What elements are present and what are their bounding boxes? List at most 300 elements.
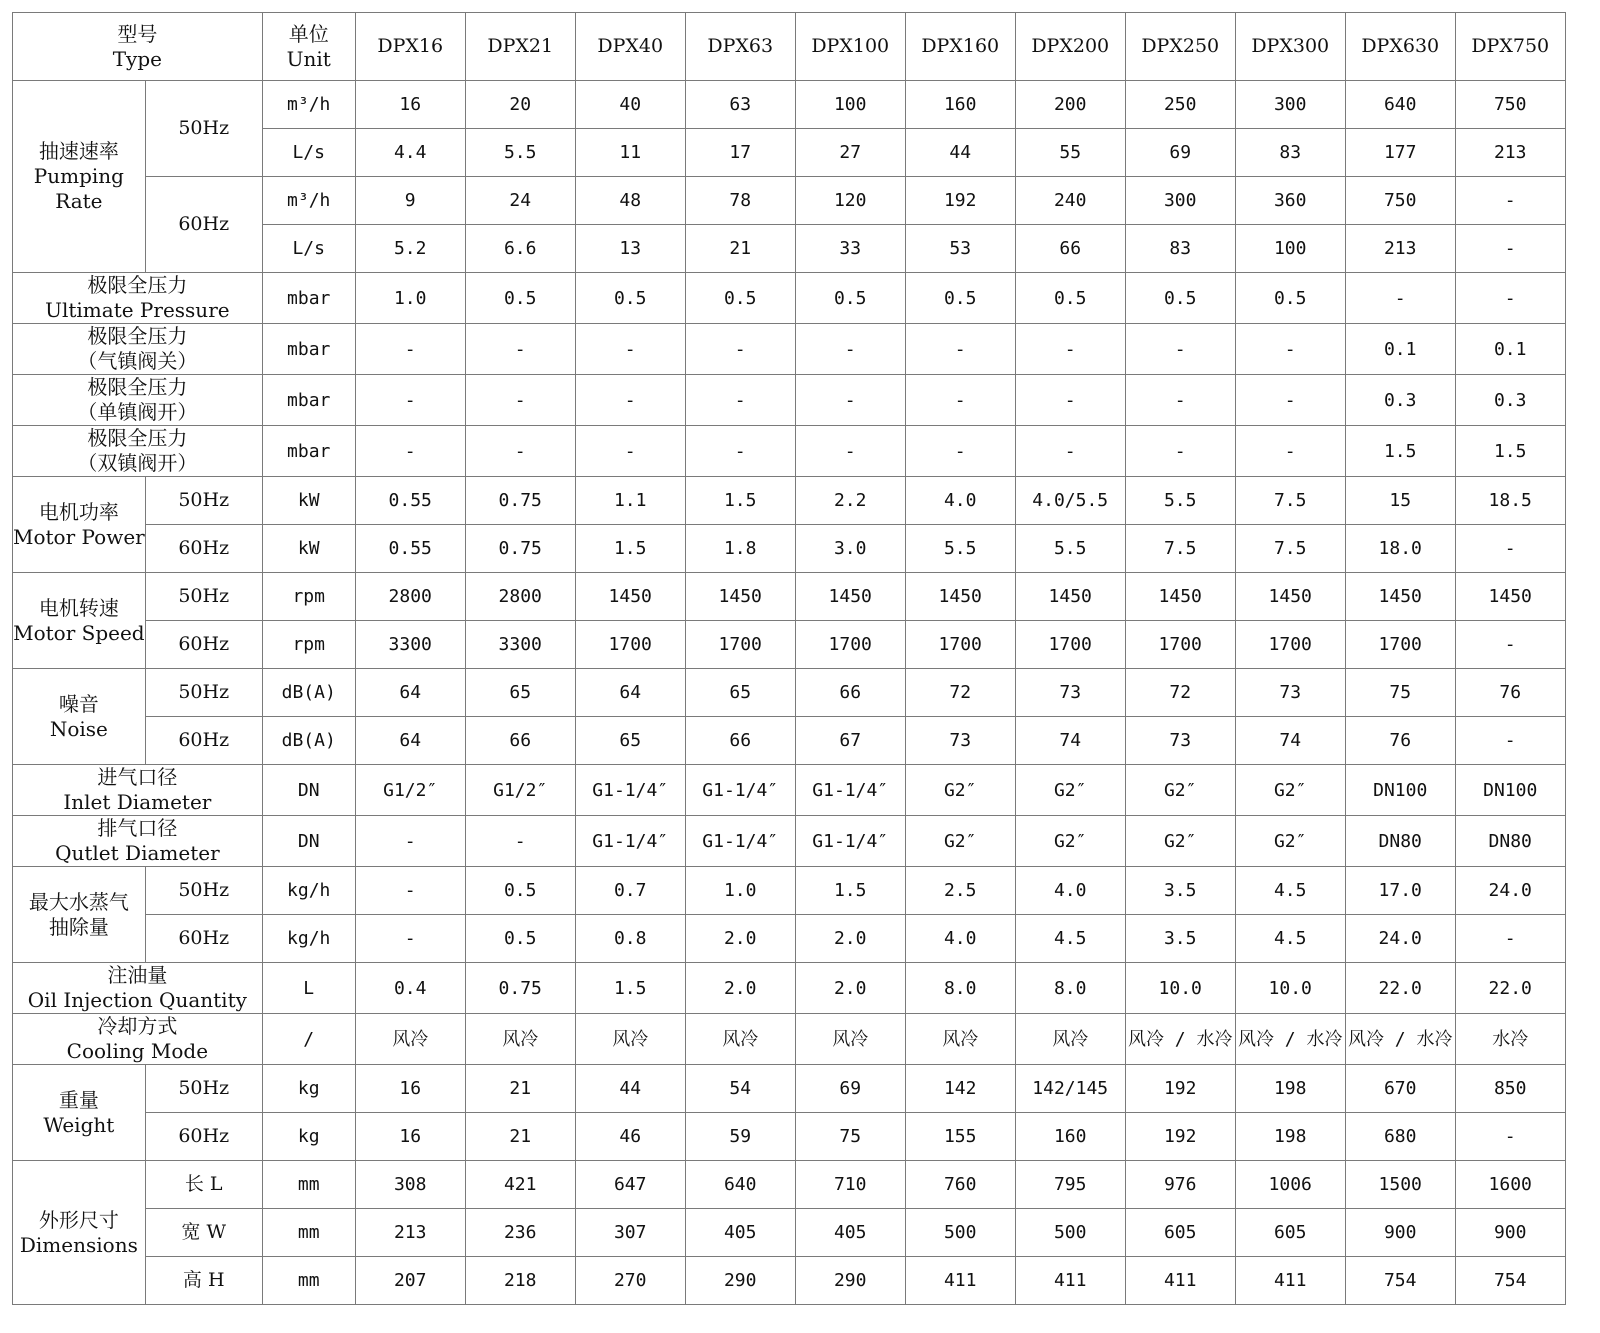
unit-cell: dB(A) [262,669,355,717]
value-cell: 405 [685,1209,795,1257]
spec-table [12,12,1566,1305]
value-cell: - [1235,324,1345,375]
value-cell: 2.0 [795,915,905,963]
row-label-vapor [13,867,146,963]
value-cell: 177 [1345,129,1455,177]
value-cell: 0.55 [355,525,465,573]
row-label-text: 极限全压力 [87,426,188,450]
type-header-en: Type [112,46,162,71]
value-cell: - [1125,375,1235,426]
model-header: DPX40 [575,13,685,81]
value-cell: - [1015,324,1125,375]
table-row [13,1065,1566,1113]
value-cell: 21 [685,225,795,273]
value-cell: 160 [1015,1113,1125,1161]
value-cell: 55 [1015,129,1125,177]
value-cell: 风冷 [575,1014,685,1065]
value-cell: 1450 [575,573,685,621]
value-cell: 0.1 [1345,324,1455,375]
value-cell: 66 [1015,225,1125,273]
value-cell: 0.5 [685,273,795,324]
value-cell: 2.2 [795,477,905,525]
value-cell: 213 [1345,225,1455,273]
value-cell: 64 [355,717,465,765]
model-header: DPX630 [1345,13,1455,81]
value-cell: 13 [575,225,685,273]
value-cell: 2.0 [685,963,795,1014]
table-row [13,177,1566,225]
value-cell: 风冷 [905,1014,1015,1065]
row-label-text: Ultimate Pressure [45,298,230,322]
value-cell: - [1455,915,1565,963]
value-cell: 640 [685,1161,795,1209]
model-header: DPX100 [795,13,905,81]
value-cell: 风冷 [1015,1014,1125,1065]
value-cell: 1700 [1235,621,1345,669]
value-cell: 1700 [905,621,1015,669]
table-row [13,963,1566,1014]
value-cell: 73 [1125,717,1235,765]
value-cell: 290 [795,1257,905,1305]
value-cell: 1450 [1125,573,1235,621]
value-cell: 1450 [795,573,905,621]
model-header: DPX250 [1125,13,1235,81]
value-cell: 63 [685,81,795,129]
value-cell: G1/2″ [355,765,465,816]
value-cell: 0.75 [465,477,575,525]
row-label-weight [13,1065,146,1161]
row-label-text: Oil Injection Quantity [27,988,247,1012]
unit-cell: L [262,963,355,1014]
value-cell: 1.1 [575,477,685,525]
value-cell: 24 [465,177,575,225]
value-cell: 160 [905,81,1015,129]
value-cell: 69 [1125,129,1235,177]
value-cell: 100 [795,81,905,129]
value-cell: 1700 [1345,621,1455,669]
value-cell: G1-1/4″ [685,765,795,816]
value-cell: 4.5 [1235,915,1345,963]
value-cell: 风冷 / 水冷 [1345,1014,1455,1065]
value-cell: 83 [1125,225,1235,273]
row-label-pumping [13,81,146,273]
row-label-ult_double_on [13,426,263,477]
value-cell: 710 [795,1161,905,1209]
value-cell: 198 [1235,1065,1345,1113]
value-cell: 69 [795,1065,905,1113]
value-cell: - [355,816,465,867]
value-cell: 2.5 [905,867,1015,915]
value-cell: 8.0 [905,963,1015,1014]
value-cell: 218 [465,1257,575,1305]
value-cell: 20 [465,81,575,129]
value-cell: G2″ [1235,816,1345,867]
table-row [13,573,1566,621]
value-cell: 0.75 [465,963,575,1014]
value-cell: 236 [465,1209,575,1257]
value-cell: 198 [1235,1113,1345,1161]
value-cell: 5.2 [355,225,465,273]
value-cell: 605 [1125,1209,1235,1257]
unit-cell: L/s [262,129,355,177]
value-cell: 9 [355,177,465,225]
value-cell: 1450 [1235,573,1345,621]
value-cell: 74 [1235,717,1345,765]
table-row [13,1161,1566,1209]
value-cell: - [1455,273,1565,324]
sub-label: 60Hz [145,525,262,573]
value-cell: - [1455,177,1565,225]
value-cell: - [1125,426,1235,477]
value-cell: 0.5 [1125,273,1235,324]
value-cell: 24.0 [1455,867,1565,915]
unit-cell: mbar [262,375,355,426]
value-cell: 120 [795,177,905,225]
value-cell: 0.5 [465,273,575,324]
value-cell: 670 [1345,1065,1455,1113]
value-cell: G1-1/4″ [795,765,905,816]
value-cell: 411 [1125,1257,1235,1305]
unit-cell: mbar [262,324,355,375]
sub-label: 60Hz [145,915,262,963]
row-label-text: Cooling Mode [66,1039,209,1063]
value-cell: - [905,324,1015,375]
row-label-text: 注油量 [107,963,168,987]
value-cell: 22.0 [1455,963,1565,1014]
table-row [13,375,1566,426]
value-cell: 1006 [1235,1161,1345,1209]
row-label-text: Inlet Diameter [63,790,212,814]
row-label-text: 抽除量 [48,914,109,939]
model-header: DPX160 [905,13,1015,81]
value-cell: - [575,324,685,375]
table-row [13,669,1566,717]
model-header: DPX63 [685,13,795,81]
value-cell: 83 [1235,129,1345,177]
header-row [13,13,1566,81]
value-cell: 1600 [1455,1161,1565,1209]
value-cell: 66 [465,717,575,765]
value-cell: 754 [1345,1257,1455,1305]
value-cell: - [465,324,575,375]
value-cell: 17.0 [1345,867,1455,915]
row-label-text: 重量 [58,1087,99,1112]
value-cell: 18.0 [1345,525,1455,573]
value-cell: 1700 [685,621,795,669]
value-cell: 10.0 [1235,963,1345,1014]
value-cell: 850 [1455,1065,1565,1113]
value-cell: 4.4 [355,129,465,177]
unit-cell: kW [262,477,355,525]
value-cell: 44 [575,1065,685,1113]
value-cell: G2″ [1125,816,1235,867]
row-label-text: Noise [49,716,108,741]
value-cell: 647 [575,1161,685,1209]
value-cell: 64 [355,669,465,717]
value-cell: G2″ [905,765,1015,816]
value-cell: - [1015,375,1125,426]
row-label-text: Qutlet Diameter [55,841,220,865]
value-cell: 240 [1015,177,1125,225]
value-cell: 65 [465,669,575,717]
value-cell: 300 [1235,81,1345,129]
table-row [13,765,1566,816]
value-cell: 142 [905,1065,1015,1113]
value-cell: 405 [795,1209,905,1257]
value-cell: 66 [685,717,795,765]
value-cell: 18.5 [1455,477,1565,525]
sub-label: 60Hz [145,1113,262,1161]
row-label-text: Rate [55,189,103,213]
value-cell: 水冷 [1455,1014,1565,1065]
value-cell: 4.5 [1235,867,1345,915]
value-cell: 33 [795,225,905,273]
value-cell: 风冷 [685,1014,795,1065]
value-cell: - [905,426,1015,477]
value-cell: 1450 [1455,573,1565,621]
value-cell: 760 [905,1161,1015,1209]
row-label-text: 外形尺寸 [38,1207,119,1232]
unit-header [262,13,355,81]
value-cell: G1-1/4″ [795,816,905,867]
sub-label: 宽 W [145,1209,262,1257]
row-label-text: （单镇阀开） [77,400,198,424]
spec-table-container [12,12,1566,1305]
value-cell: 1.5 [1345,426,1455,477]
value-cell: 500 [905,1209,1015,1257]
unit-cell: mm [262,1161,355,1209]
row-label-text: 冷却方式 [97,1014,178,1038]
value-cell: 2.0 [685,915,795,963]
value-cell: 307 [575,1209,685,1257]
value-cell: 4.0 [1015,867,1125,915]
value-cell: 21 [465,1065,575,1113]
value-cell: 46 [575,1113,685,1161]
sub-label: 长 L [145,1161,262,1209]
row-label-motor_power [13,477,146,573]
model-header: DPX21 [465,13,575,81]
model-header: DPX16 [355,13,465,81]
value-cell: 0.5 [905,273,1015,324]
value-cell: 0.55 [355,477,465,525]
value-cell: G1/2″ [465,765,575,816]
value-cell: - [1455,525,1565,573]
sub-label: 60Hz [145,621,262,669]
value-cell: - [1455,1113,1565,1161]
value-cell: DN100 [1455,765,1565,816]
value-cell: 0.3 [1345,375,1455,426]
table-row [13,915,1566,963]
value-cell: G2″ [1015,765,1125,816]
value-cell: 15 [1345,477,1455,525]
value-cell: 290 [685,1257,795,1305]
value-cell: 5.5 [905,525,1015,573]
unit-cell: DN [262,765,355,816]
row-label-text: 进气口径 [97,765,178,789]
value-cell: G1-1/4″ [575,765,685,816]
model-header: DPX200 [1015,13,1125,81]
value-cell: - [1455,621,1565,669]
row-label-motor_speed [13,573,146,669]
value-cell: - [795,375,905,426]
unit-cell: kg/h [262,867,355,915]
value-cell: 754 [1455,1257,1565,1305]
row-label-oil [13,963,263,1014]
value-cell: - [685,375,795,426]
table-row [13,1113,1566,1161]
row-label-ultimate [13,273,263,324]
value-cell: 4.0 [905,477,1015,525]
value-cell: DN100 [1345,765,1455,816]
value-cell: - [355,915,465,963]
table-row [13,1209,1566,1257]
value-cell: - [575,375,685,426]
value-cell: 3.5 [1125,915,1235,963]
value-cell: 1.0 [355,273,465,324]
value-cell: 155 [905,1113,1015,1161]
value-cell: 风冷 / 水冷 [1125,1014,1235,1065]
value-cell: 1700 [795,621,905,669]
value-cell: 200 [1015,81,1125,129]
row-label-text: 排气口径 [97,816,178,840]
value-cell: 213 [1455,129,1565,177]
value-cell: 40 [575,81,685,129]
value-cell: 3.0 [795,525,905,573]
table-row [13,1014,1566,1065]
value-cell: 0.4 [355,963,465,1014]
value-cell: 21 [465,1113,575,1161]
table-row [13,273,1566,324]
value-cell: 4.5 [1015,915,1125,963]
model-header: DPX300 [1235,13,1345,81]
value-cell: 4.0/5.5 [1015,477,1125,525]
unit-cell: mm [262,1209,355,1257]
row-label-text: Weight [43,1112,115,1137]
value-cell: 10.0 [1125,963,1235,1014]
value-cell: 1450 [905,573,1015,621]
value-cell: 7.5 [1235,477,1345,525]
type-header-cn: 型号 [117,21,158,46]
value-cell: 59 [685,1113,795,1161]
value-cell: 16 [355,1113,465,1161]
model-header: DPX750 [1455,13,1565,81]
value-cell: - [1015,426,1125,477]
value-cell: 0.5 [1235,273,1345,324]
value-cell: 0.7 [575,867,685,915]
value-cell: 5.5 [1125,477,1235,525]
value-cell: 1500 [1345,1161,1455,1209]
value-cell: G2″ [1235,765,1345,816]
value-cell: 65 [575,717,685,765]
value-cell: 1.5 [1455,426,1565,477]
value-cell: - [795,324,905,375]
row-label-text: Dimensions [19,1232,138,1257]
value-cell: 250 [1125,81,1235,129]
value-cell: G2″ [1125,765,1235,816]
value-cell: 421 [465,1161,575,1209]
value-cell: - [575,426,685,477]
table-row [13,717,1566,765]
row-label-text: 电机转速 [38,595,119,620]
row-label-text: （双镇阀开） [77,451,198,475]
row-label-noise [13,669,146,765]
value-cell: 0.3 [1455,375,1565,426]
row-label-inlet [13,765,263,816]
value-cell: 605 [1235,1209,1345,1257]
value-cell: - [1235,375,1345,426]
value-cell: 1.0 [685,867,795,915]
value-cell: - [1235,426,1345,477]
row-label-text: 抽速速率 [38,139,119,163]
value-cell: 142/145 [1015,1065,1125,1113]
value-cell: DN80 [1345,816,1455,867]
table-row [13,867,1566,915]
value-cell: 795 [1015,1161,1125,1209]
value-cell: G1-1/4″ [575,816,685,867]
value-cell: 17 [685,129,795,177]
row-label-ult_single_on [13,375,263,426]
sub-label: 高 H [145,1257,262,1305]
value-cell: 0.5 [795,273,905,324]
value-cell: 2800 [355,573,465,621]
value-cell: 75 [795,1113,905,1161]
sub-label: 50Hz [145,867,262,915]
value-cell: 74 [1015,717,1125,765]
value-cell: 411 [905,1257,1015,1305]
value-cell: 680 [1345,1113,1455,1161]
sub-label: 60Hz [145,717,262,765]
value-cell: 1.8 [685,525,795,573]
table-row [13,324,1566,375]
value-cell: 风冷 / 水冷 [1235,1014,1345,1065]
unit-cell: rpm [262,621,355,669]
value-cell: 24.0 [1345,915,1455,963]
value-cell: 73 [905,717,1015,765]
value-cell: 192 [905,177,1015,225]
table-row [13,426,1566,477]
unit-cell: dB(A) [262,717,355,765]
unit-cell: m³/h [262,177,355,225]
value-cell: 风冷 [795,1014,905,1065]
value-cell: 1450 [685,573,795,621]
row-label-outlet [13,816,263,867]
value-cell: 0.5 [465,915,575,963]
value-cell: 1.5 [685,477,795,525]
table-row [13,525,1566,573]
value-cell: - [465,375,575,426]
value-cell: 22.0 [1345,963,1455,1014]
value-cell: 192 [1125,1113,1235,1161]
value-cell: - [465,426,575,477]
unit-header-en: Unit [286,46,331,71]
value-cell: 53 [905,225,1015,273]
value-cell: 75 [1345,669,1455,717]
value-cell: 500 [1015,1209,1125,1257]
value-cell: 16 [355,1065,465,1113]
table-row [13,621,1566,669]
value-cell: 1450 [1345,573,1455,621]
value-cell: 270 [575,1257,685,1305]
sub-label: 50Hz [145,1065,262,1113]
row-label-text: 最大水蒸气 [28,889,129,914]
type-header [13,13,263,81]
value-cell: 3.5 [1125,867,1235,915]
row-label-text: 噪音 [58,691,99,716]
sub-label: 50Hz [145,477,262,525]
value-cell: G1-1/4″ [685,816,795,867]
value-cell: 7.5 [1125,525,1235,573]
value-cell: 411 [1235,1257,1345,1305]
